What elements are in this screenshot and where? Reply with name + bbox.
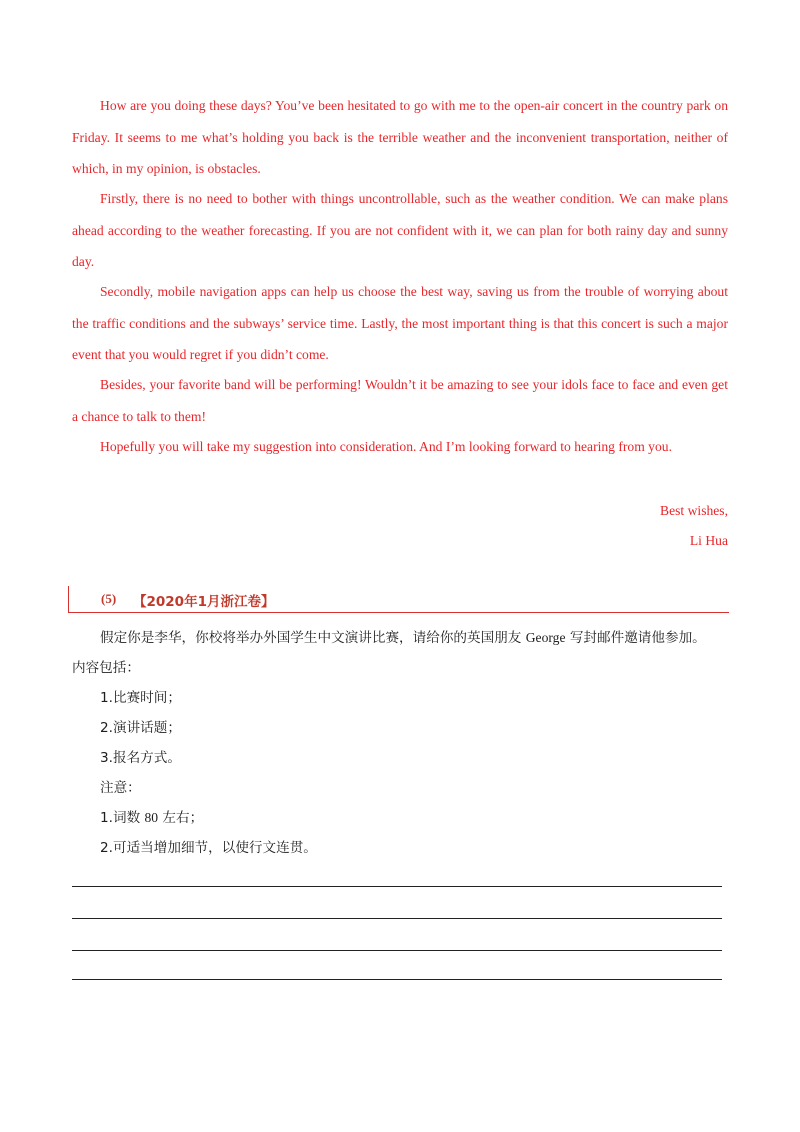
letter-paragraph: Firstly, there is no need to bother with things uncontrollable, such as the weather condition. We can make plans ahead according to the weather forecasting. If you are not confident with it, we can plan for both rainy day and sunny day. [72,191,728,269]
content-item: 2.演讲话题； [100,720,181,736]
answer-line [72,886,722,887]
note-label: 注意： [100,780,141,796]
writing-task [72,623,732,863]
task-header [68,586,729,613]
letter-paragraph: How are you doing these days? You’ve been hesitated to go with me to the open-air concert in the country park on Friday. It seems to me what’s holding you back is the terrible weather and the inconvenient transportation, neither of which, in my opinion, is obstacles. [72,98,728,176]
letter-paragraph: Hopefully you will take my suggestion into consideration. And I’m looking forward to hearing from you. [100,438,672,454]
task-number: (5) [101,591,117,606]
answer-line [72,979,722,980]
letter-closing [660,496,728,556]
answer-line [72,918,722,919]
signature: Li Hua [689,533,728,548]
closing-phrase: Best wishes, [660,503,728,518]
content-item: 1.比赛时间； [100,690,181,706]
content-label: 内容包括： [72,660,140,676]
task-source: 【2020年1月浙江卷】 [133,594,275,610]
content-item: 3.报名方式。 [100,750,181,766]
sample-answer-letter [72,90,728,462]
letter-paragraph: Secondly, mobile navigation apps can help us choose the best way, saving us from the trouble of worrying about the traffic conditions and the subways’ service time. Lastly, the most important thing is that this concert is such a major event that you would regret if you didn’t come. [72,284,728,362]
note-item: 1.词数 80 左右； [100,810,204,826]
task-prompt: 假定你是李华，你校将举办外国学生中文演讲比赛，请给你的英国朋友 George 写封邮件邀请他参加。 [100,630,706,646]
letter-paragraph: Besides, your favorite band will be performing! Wouldn’t it be amazing to see your idols face to face and even get a chance to talk to them! [72,377,728,424]
note-item: 2.可适当增加细节，以使行文连贯。 [100,840,317,856]
answer-line [72,950,722,951]
